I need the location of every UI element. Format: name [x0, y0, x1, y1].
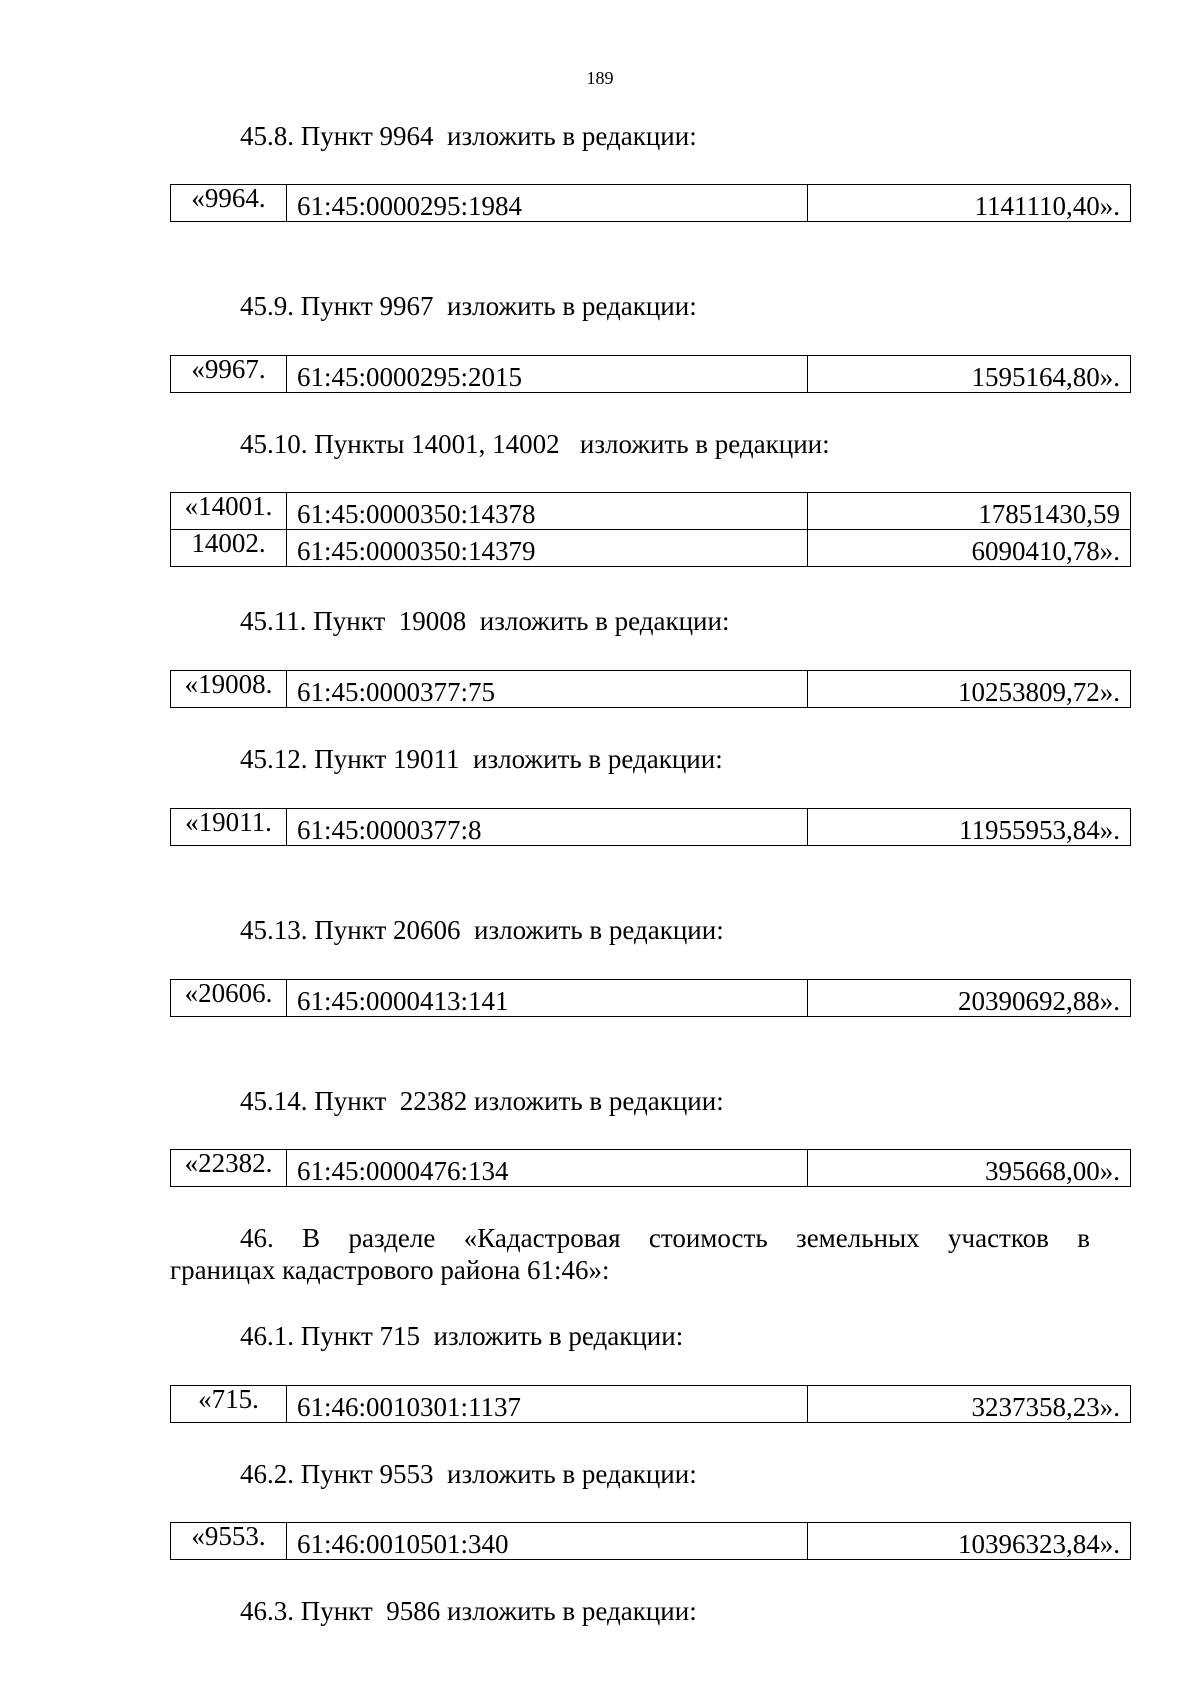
page-number: 189: [586, 68, 614, 88]
item-number-cell: «9967.: [171, 356, 287, 393]
table-row: [171, 671, 1131, 708]
item-heading-46-3: 46.3. Пункт 9586 изложить в редакции:: [240, 1596, 697, 1626]
entry-table-9553: [170, 1522, 1131, 1560]
item-heading-45-14: 45.14. Пункт 22382 изложить в редакции:: [240, 1086, 724, 1116]
item-heading-45-11: 45.11. Пункт 19008 изложить в редакции:: [240, 606, 730, 636]
entry-table-19008: [170, 670, 1131, 708]
item-heading-46-2: 46.2. Пункт 9553 изложить в редакции:: [240, 1459, 697, 1489]
item-number-cell: «715.: [171, 1386, 287, 1423]
item-number-cell: «9553.: [171, 1523, 287, 1560]
entry-table-20606: [170, 979, 1131, 1017]
item-number-cell: «22382.: [171, 1150, 287, 1187]
cadastral-number-cell: 61:46:0010301:1137: [287, 1386, 808, 1423]
table-row: [171, 493, 1131, 530]
section-46-line-2: границах кадастрового района 61:46»:: [170, 1255, 610, 1285]
cadastral-value-cell: 1595164,80».: [808, 356, 1131, 393]
entry-table-14001-14002: [170, 492, 1131, 567]
table-row: [171, 1523, 1131, 1560]
cadastral-value-cell: 11955953,84».: [808, 809, 1131, 846]
item-heading-45-12: 45.12. Пункт 19011 изложить в редакции:: [240, 744, 723, 774]
cadastral-value-cell: 10396323,84».: [808, 1523, 1131, 1560]
entry-table-9967: [170, 355, 1131, 393]
section-46-line-1: 46. В разделе «Кадастровая стоимость земельных участков в: [240, 1223, 1090, 1253]
cadastral-number-cell: 61:45:0000377:75: [287, 671, 808, 708]
entry-table-9964: [170, 184, 1131, 222]
entry-table-22382: [170, 1149, 1131, 1187]
item-number-cell: «20606.: [171, 980, 287, 1017]
cadastral-value-cell: 10253809,72».: [808, 671, 1131, 708]
table-row: [171, 356, 1131, 393]
entry-table-19011: [170, 808, 1131, 846]
item-number-cell: «9964.: [171, 185, 287, 222]
section-46-paragraph: [170, 1222, 1090, 1286]
cadastral-number-cell: 61:45:0000476:134: [287, 1150, 808, 1187]
item-number-cell: «19011.: [171, 809, 287, 846]
table-row: [171, 980, 1131, 1017]
table-row: [171, 1150, 1131, 1187]
table-row: [171, 530, 1131, 567]
cadastral-value-cell: 1141110,40».: [808, 185, 1131, 222]
cadastral-value-cell: 395668,00».: [808, 1150, 1131, 1187]
item-heading-46-1: 46.1. Пункт 715 изложить в редакции:: [240, 1321, 684, 1351]
cadastral-number-cell: 61:45:0000377:8: [287, 809, 808, 846]
table-row: [171, 809, 1131, 846]
item-heading-45-9: 45.9. Пункт 9967 изложить в редакции:: [240, 291, 697, 321]
cadastral-value-cell: 20390692,88».: [808, 980, 1131, 1017]
item-heading-45-8: 45.8. Пункт 9964 изложить в редакции:: [240, 121, 697, 151]
item-number-cell: «14001.: [171, 493, 287, 530]
cadastral-number-cell: 61:45:0000295:1984: [287, 185, 808, 222]
item-heading-45-13: 45.13. Пункт 20606 изложить в редакции:: [240, 915, 724, 945]
cadastral-number-cell: 61:45:0000350:14378: [287, 493, 808, 530]
cadastral-number-cell: 61:45:0000350:14379: [287, 530, 808, 567]
table-row: [171, 1386, 1131, 1423]
item-heading-45-10: 45.10. Пункты 14001, 14002 изложить в редакции:: [240, 429, 830, 459]
item-number-cell: «19008.: [171, 671, 287, 708]
table-row: [171, 185, 1131, 222]
cadastral-value-cell: 3237358,23».: [808, 1386, 1131, 1423]
cadastral-number-cell: 61:45:0000413:141: [287, 980, 808, 1017]
cadastral-number-cell: 61:46:0010501:340: [287, 1523, 808, 1560]
cadastral-value-cell: 17851430,59: [808, 493, 1131, 530]
entry-table-715: [170, 1385, 1131, 1423]
cadastral-number-cell: 61:45:0000295:2015: [287, 356, 808, 393]
item-number-cell: 14002.: [171, 530, 287, 567]
cadastral-value-cell: 6090410,78».: [808, 530, 1131, 567]
